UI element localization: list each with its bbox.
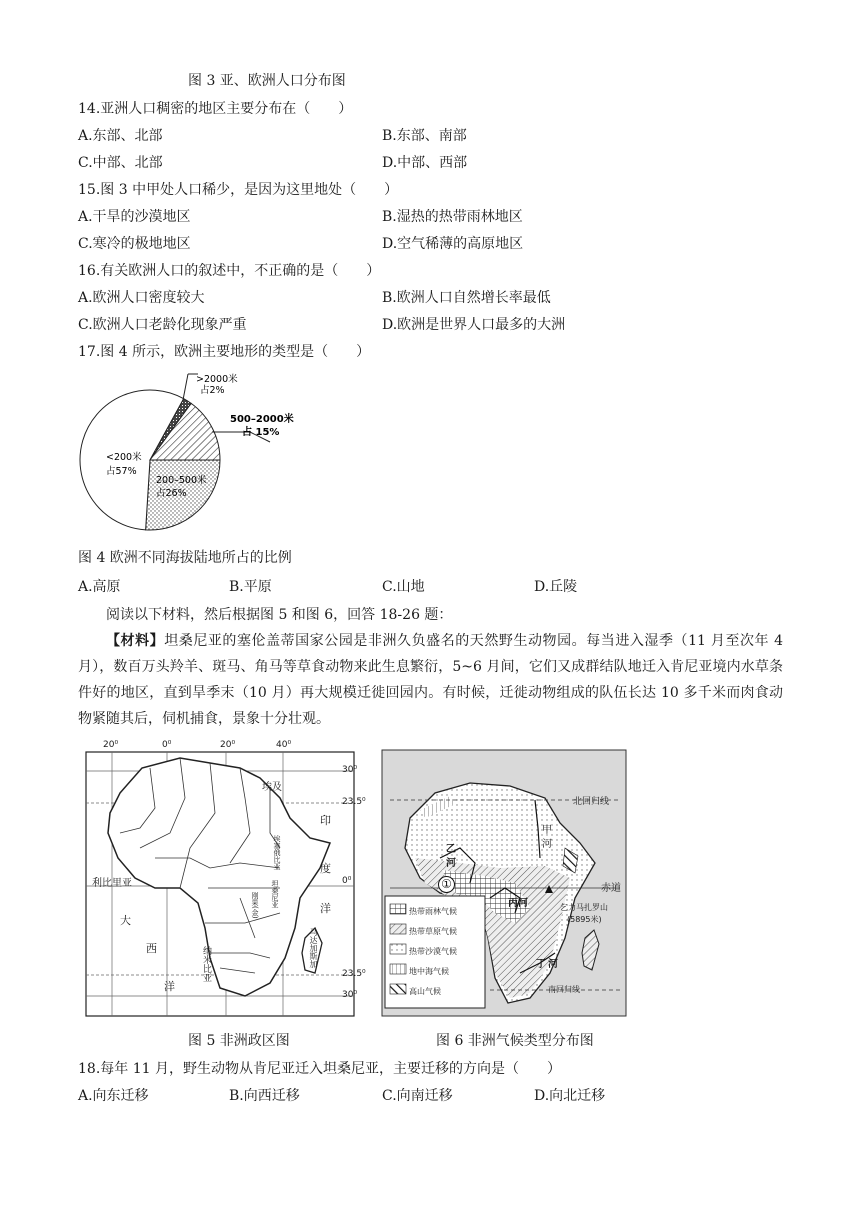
question-15-option-b[interactable]: B.湿热的热带雨林地区	[382, 209, 523, 225]
pie-label-gt2000-pct: 占2%	[200, 385, 225, 396]
map5-label-ethiopia: 埃塞俄比亚	[273, 835, 281, 870]
question-14-stem: 14.亚洲人口稠密的地区主要分布在（ ）	[78, 101, 353, 117]
map5-lon-3: 20⁰	[220, 740, 236, 750]
map6-label-tropic-capricorn: 南回归线	[548, 985, 580, 994]
map5-label-atl-yang: 洋	[164, 980, 175, 993]
pie-label-200-500-pct: 占26%	[156, 488, 187, 499]
map5-label-egypt: 埃及	[262, 782, 282, 793]
figure-3-caption: 图 3 亚、欧洲人口分布图	[188, 73, 346, 89]
question-14-option-b[interactable]: B.东部、南部	[382, 128, 467, 144]
pie-label-gt2000: >2000米	[196, 374, 238, 385]
map5-lat-3: 0⁰	[342, 876, 352, 886]
figure-6-caption: 图 6 非洲气候类型分布图	[436, 1033, 594, 1049]
map5-label-namibia: 纳米比亚	[201, 946, 211, 982]
question-15-option-d[interactable]: D.空气稀薄的高原地区	[382, 236, 524, 252]
legend-desert: 热带沙漠气候	[409, 947, 457, 956]
question-18-option-c[interactable]: C.向南迁移	[382, 1088, 453, 1104]
map5-label-drc: 刚果(金)	[251, 892, 259, 919]
map6-label-kilimanjaro-height: (5895米)	[567, 915, 602, 924]
question-17-option-a[interactable]: A.高原	[78, 579, 121, 595]
question-17-option-c[interactable]: C.山地	[382, 579, 425, 595]
map6-label-yi-river: 河	[446, 858, 456, 869]
question-14-option-c[interactable]: C.中部、北部	[78, 155, 163, 171]
map6-label-ding-river: 河	[548, 959, 558, 970]
map5-label-madagascar: 马达加斯加	[309, 928, 318, 968]
africa-climate-map	[380, 748, 630, 1018]
legend-savanna: 热带草原气候	[409, 927, 457, 936]
question-16-stem: 16.有关欧洲人口的叙述中，不正确的是（ ）	[78, 263, 381, 279]
question-16-option-b[interactable]: B.欧洲人口自然增长率最低	[382, 290, 551, 306]
question-15-option-a[interactable]: A.干旱的沙漠地区	[78, 209, 191, 225]
map6-marker-1: ①	[438, 876, 455, 893]
elevation-pie-chart	[70, 362, 340, 542]
pie-label-500-2000-pct: 占 15%	[242, 427, 280, 438]
question-16-option-a[interactable]: A.欧洲人口密度较大	[78, 290, 205, 306]
question-15-option-c[interactable]: C.寒冷的极地地区	[78, 236, 191, 252]
map5-lat-5: 30⁰	[342, 990, 358, 1000]
question-16-option-c[interactable]: C.欧洲人口老龄化现象严重	[78, 317, 247, 333]
map5-label-liberia: 利比里亚	[92, 878, 132, 889]
map6-label-bing-river: 丙河	[508, 898, 528, 909]
map5-lat-4: 23.5⁰	[342, 969, 366, 979]
map6-label-jia-river: 河	[542, 839, 552, 850]
question-16-option-d[interactable]: D.欧洲是世界人口最多的大洲	[382, 317, 566, 333]
pie-label-200-500: 200–500米	[156, 475, 207, 486]
question-17-option-b[interactable]: B.平原	[229, 579, 272, 595]
legend-mediterranean: 地中海气候	[409, 967, 449, 976]
map6-label-equator: 赤道	[601, 883, 621, 894]
pie-label-500-2000: 500–2000米	[230, 414, 294, 425]
map5-label-du: 度	[320, 862, 331, 875]
question-17-stem: 17.图 4 所示，欧洲主要地形的类型是（ ）	[78, 344, 371, 360]
map5-label-tanzania: 坦桑尼亚	[271, 880, 279, 908]
map6-label-kilimanjaro: 乞力马扎罗山	[560, 903, 608, 912]
map5-lon-1: 20⁰	[103, 740, 119, 750]
map5-label-da: 大	[120, 914, 131, 927]
material-label: 【材料】	[106, 633, 165, 649]
material-text: 坦桑尼亚的塞伦盖蒂国家公园是非洲久负盛名的天然野生动物园。每当进入湿季（11 月至次年 4 月），数百万头羚羊、斑马、角马等草食动物来此生息繁衍，5~6 月间，它们又成群结队地迁入肯尼亚境内水草条件好的地区，直到旱季末（10 月）再大规模迁徙回园内。有时候，迁徙动物组成的队伍长达 10 多千米而肉食动物紧随其后，伺机捕食，景象十分壮观。	[78, 633, 784, 727]
question-17-option-d[interactable]: D.丘陵	[534, 579, 578, 595]
reading-intro: 阅读以下材料，然后根据图 5 和图 6，回答 18-26 题：	[106, 607, 453, 623]
question-15-stem: 15.图 3 中甲处人口稀少，是因为这里地处（ ）	[78, 182, 399, 198]
legend-rainforest: 热带雨林气候	[409, 907, 457, 916]
pie-label-lt200-pct: 占57%	[106, 466, 137, 477]
map6-label-jia: 甲	[542, 825, 552, 836]
question-14-option-d[interactable]: D.中部、西部	[382, 155, 468, 171]
question-18-option-b[interactable]: B.向西迁移	[229, 1088, 300, 1104]
map5-label-yin: 印	[320, 814, 331, 827]
map5-lon-2: 0⁰	[162, 740, 172, 750]
question-18-stem: 18.每年 11 月，野生动物从肯尼亚迁入坦桑尼亚，主要迁移的方向是（ ）	[78, 1061, 561, 1077]
map6-label-tropic-cancer: 北回归线	[573, 797, 610, 807]
pie-slices	[80, 390, 220, 530]
legend-alpine: 高山气候	[409, 987, 441, 996]
figure-5-caption: 图 5 非洲政区图	[188, 1033, 290, 1049]
map5-lat-1: 30⁰	[342, 765, 358, 775]
map5-label-xi: 西	[146, 942, 157, 955]
question-14-option-a[interactable]: A.东部、北部	[78, 128, 163, 144]
map5-lat-2: 23.5⁰	[342, 797, 366, 807]
map6-label-ding: 丁	[536, 959, 546, 970]
figure-4-caption: 图 4 欧洲不同海拔陆地所占的比例	[78, 550, 292, 566]
reading-material	[78, 628, 783, 732]
pie-label-lt200: <200米	[106, 452, 142, 463]
map6-label-yi: 乙	[446, 844, 456, 855]
question-18-option-d[interactable]: D.向北迁移	[534, 1088, 606, 1104]
question-18-option-a[interactable]: A.向东迁移	[78, 1088, 149, 1104]
map5-lon-4: 40⁰	[276, 740, 292, 750]
map5-label-yang: 洋	[320, 902, 331, 915]
